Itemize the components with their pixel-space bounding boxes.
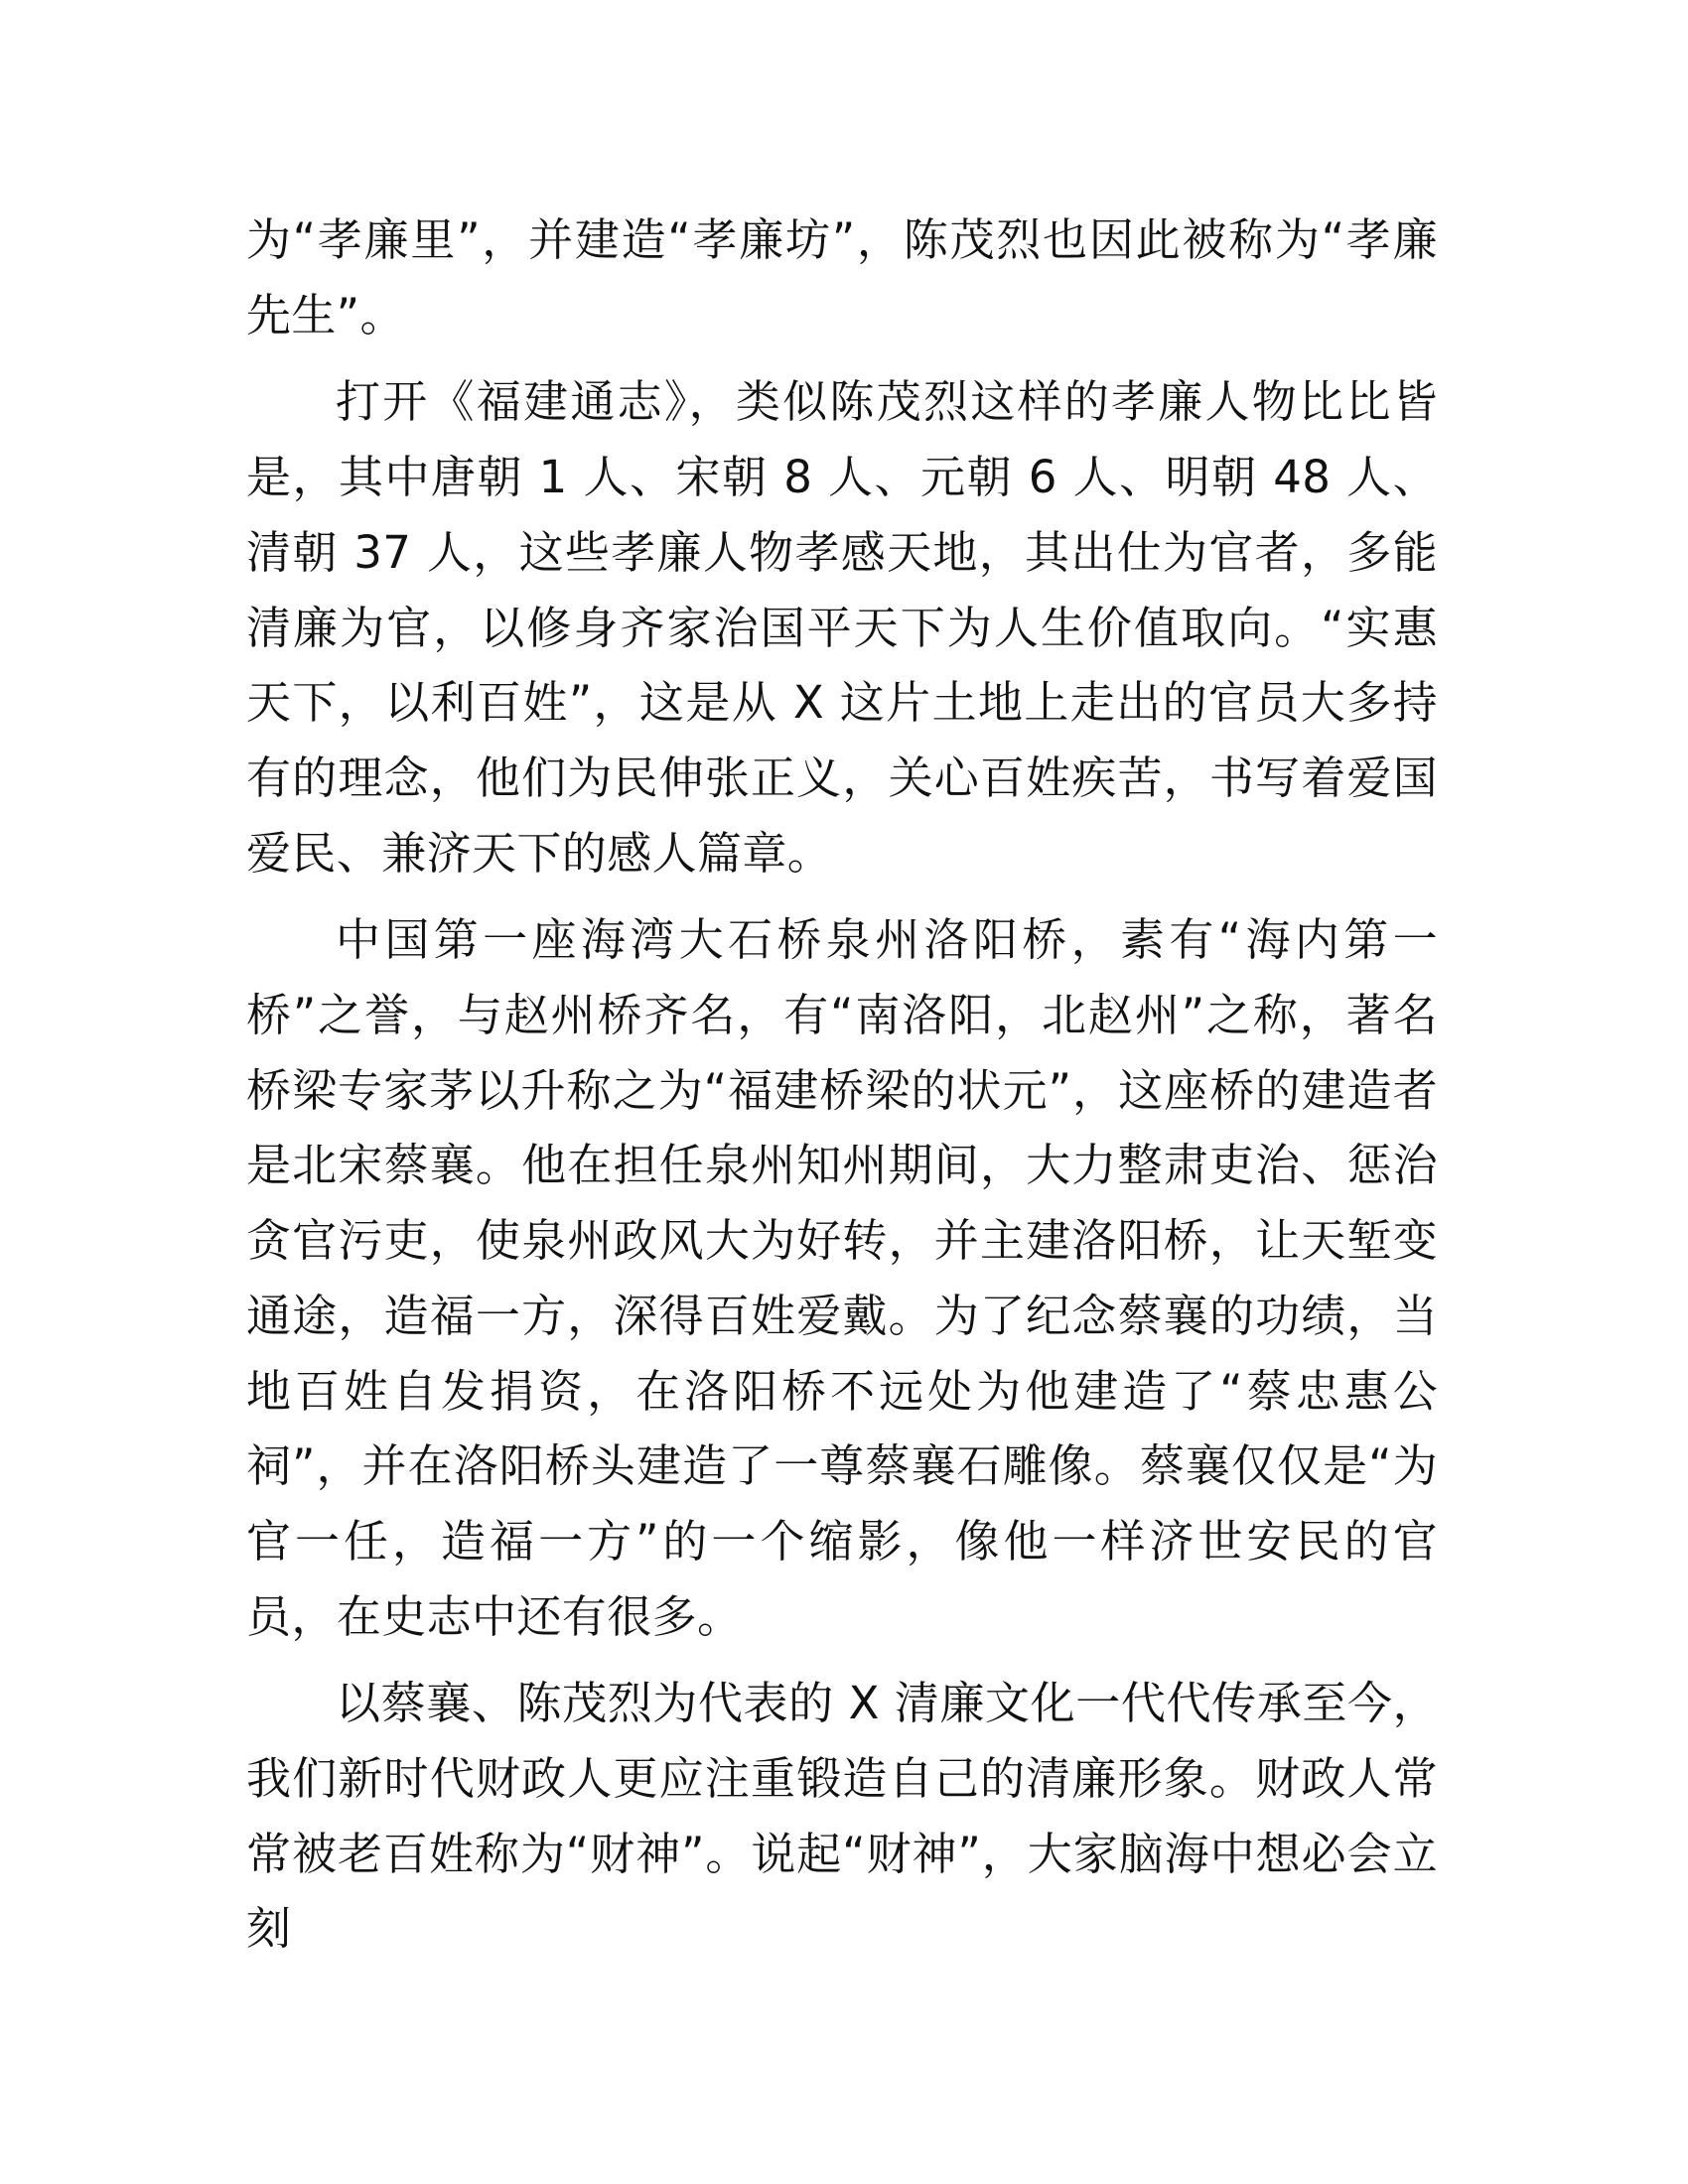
document-body	[246, 203, 1438, 1967]
paragraph-4: 以蔡襄、陈茂烈为代表的 X 清廉文化一代代传承至今，我们新时代财政人更应注重锻造自己的清廉形象。财政人常常被老百姓称为“财神”。说起“财神”，大家脑海中想必会立刻	[246, 1677, 1438, 1956]
paragraph-1: 为“孝廉里”，并建造“孝廉坊”，陈茂烈也因此被称为“孝廉先生”。	[246, 213, 1438, 341]
paragraph-3: 中国第一座海湾大石桥泉州洛阳桥，素有“海内第一桥”之誉，与赵州桥齐名，有“南洛阳，北赵州”之称，著名桥梁专家茅以升称之为“福建桥梁的状元”，这座桥的建造者是北宋蔡襄。他在担任泉州知州期间，大力整肃吏治、惩治贪官污吏，使泉州政风大为好转，并主建洛阳桥，让天堑变通途，造福一方，深得百姓爱戴。为了纪念蔡襄的功绩，当地百姓自发捐资，在洛阳桥不远处为他建造了“蔡忠惠公祠”，并在洛阳桥头建造了一尊蔡襄石雕像。蔡襄仅仅是“为官一任，造福一方”的一个缩影，像他一样济世安民的官员，在史志中还有很多。	[246, 913, 1438, 1643]
paragraph-2: 打开《福建通志》，类似陈茂烈这样的孝廉人物比比皆是，其中唐朝 1 人、宋朝 8 人、元朝 6 人、明朝 48 人、清朝 37 人，这些孝廉人物孝感天地，其出仕为官者，多能清廉为官，以修身齐家治国平天下为人生价值取向。“实惠天下，以利百姓”，这是从 X 这片土地上走出的官员大多持有的理念，他们为民伸张正义，关心百姓疾苦，书写着爱国爱民、兼济天下的感人篇章。	[246, 375, 1438, 880]
